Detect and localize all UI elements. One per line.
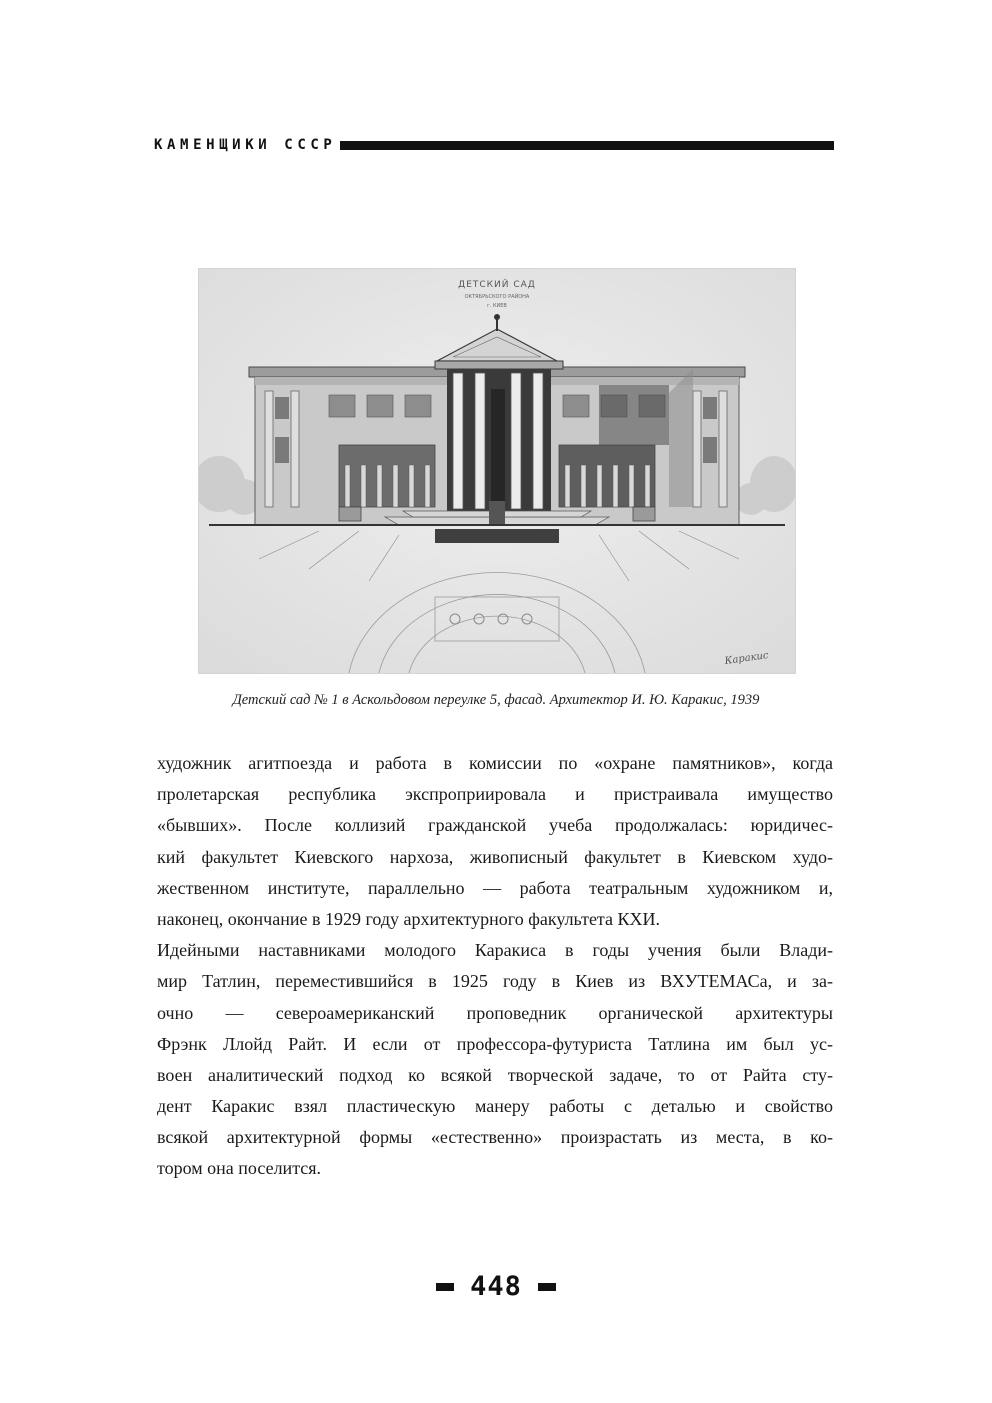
drawing-title: ДЕТСКИЙ САД: [458, 280, 536, 290]
footer-dash-right: [538, 1283, 556, 1291]
text-line: очно — североамериканский проповедник органической архитектуры: [157, 1002, 833, 1023]
footer-dash-left: [436, 1283, 454, 1291]
running-title: КАМЕНЩИКИ СССР: [154, 137, 337, 153]
text-line: мир Татлин, переместившийся в 1925 году в Киев из ВХУТЕМАСа, и за-: [157, 971, 833, 992]
text-line: кий факультет Киевского нархоза, живописный факультет в Киевском худо-: [157, 846, 833, 867]
text-line: наконец, окончание в 1929 году архитектурного факультета КХИ.: [157, 908, 661, 929]
body-text: [157, 748, 833, 1185]
text-line: всякой архитектурной формы «естественно» произрастать из места, в ко-: [157, 1127, 833, 1148]
text-line: пролетарская республика экспроприировала и пристраивала имущество: [157, 784, 833, 805]
drawing-city: г. КИЕВ: [487, 303, 507, 309]
architect-signature: Каракис: [724, 650, 770, 668]
facade-drawing-svg: [199, 269, 795, 673]
text-line: «бывших». После коллизий гражданской учеба продолжалась: юридичес-: [157, 815, 833, 836]
figure-caption: Детский сад № 1 в Аскольдовом переулке 5, фасад. Архитектор И. Ю. Каракис, 1939: [232, 692, 760, 708]
text-line: жественном институте, параллельно — работа театральным художником и,: [157, 877, 833, 898]
text-line: Фрэнк Ллойд Райт. И если от профессора-футуриста Татлина им был ус-: [157, 1033, 833, 1054]
running-header: [154, 137, 834, 153]
page-footer: [0, 1272, 992, 1302]
text-line: дент Каракис взял пластическую манеру работы с деталью и свойство: [157, 1096, 833, 1117]
text-line: тором она поселится.: [157, 1158, 322, 1179]
page-number: 448: [470, 1271, 522, 1302]
architectural-drawing: [198, 268, 796, 674]
text-line: художник агитпоезда и работа в комиссии по «охране памятников», когда: [157, 753, 833, 773]
drawing-subtitle: ОКТЯБРЬСКОГО РАЙОНА: [464, 294, 530, 300]
text-line: воен аналитический подход ко всякой творческой задаче, то от Райта сту-: [157, 1064, 833, 1085]
text-line: Идейными наставниками молодого Каракиса в годы учения были Влади-: [157, 940, 833, 961]
header-rule: [340, 141, 834, 150]
